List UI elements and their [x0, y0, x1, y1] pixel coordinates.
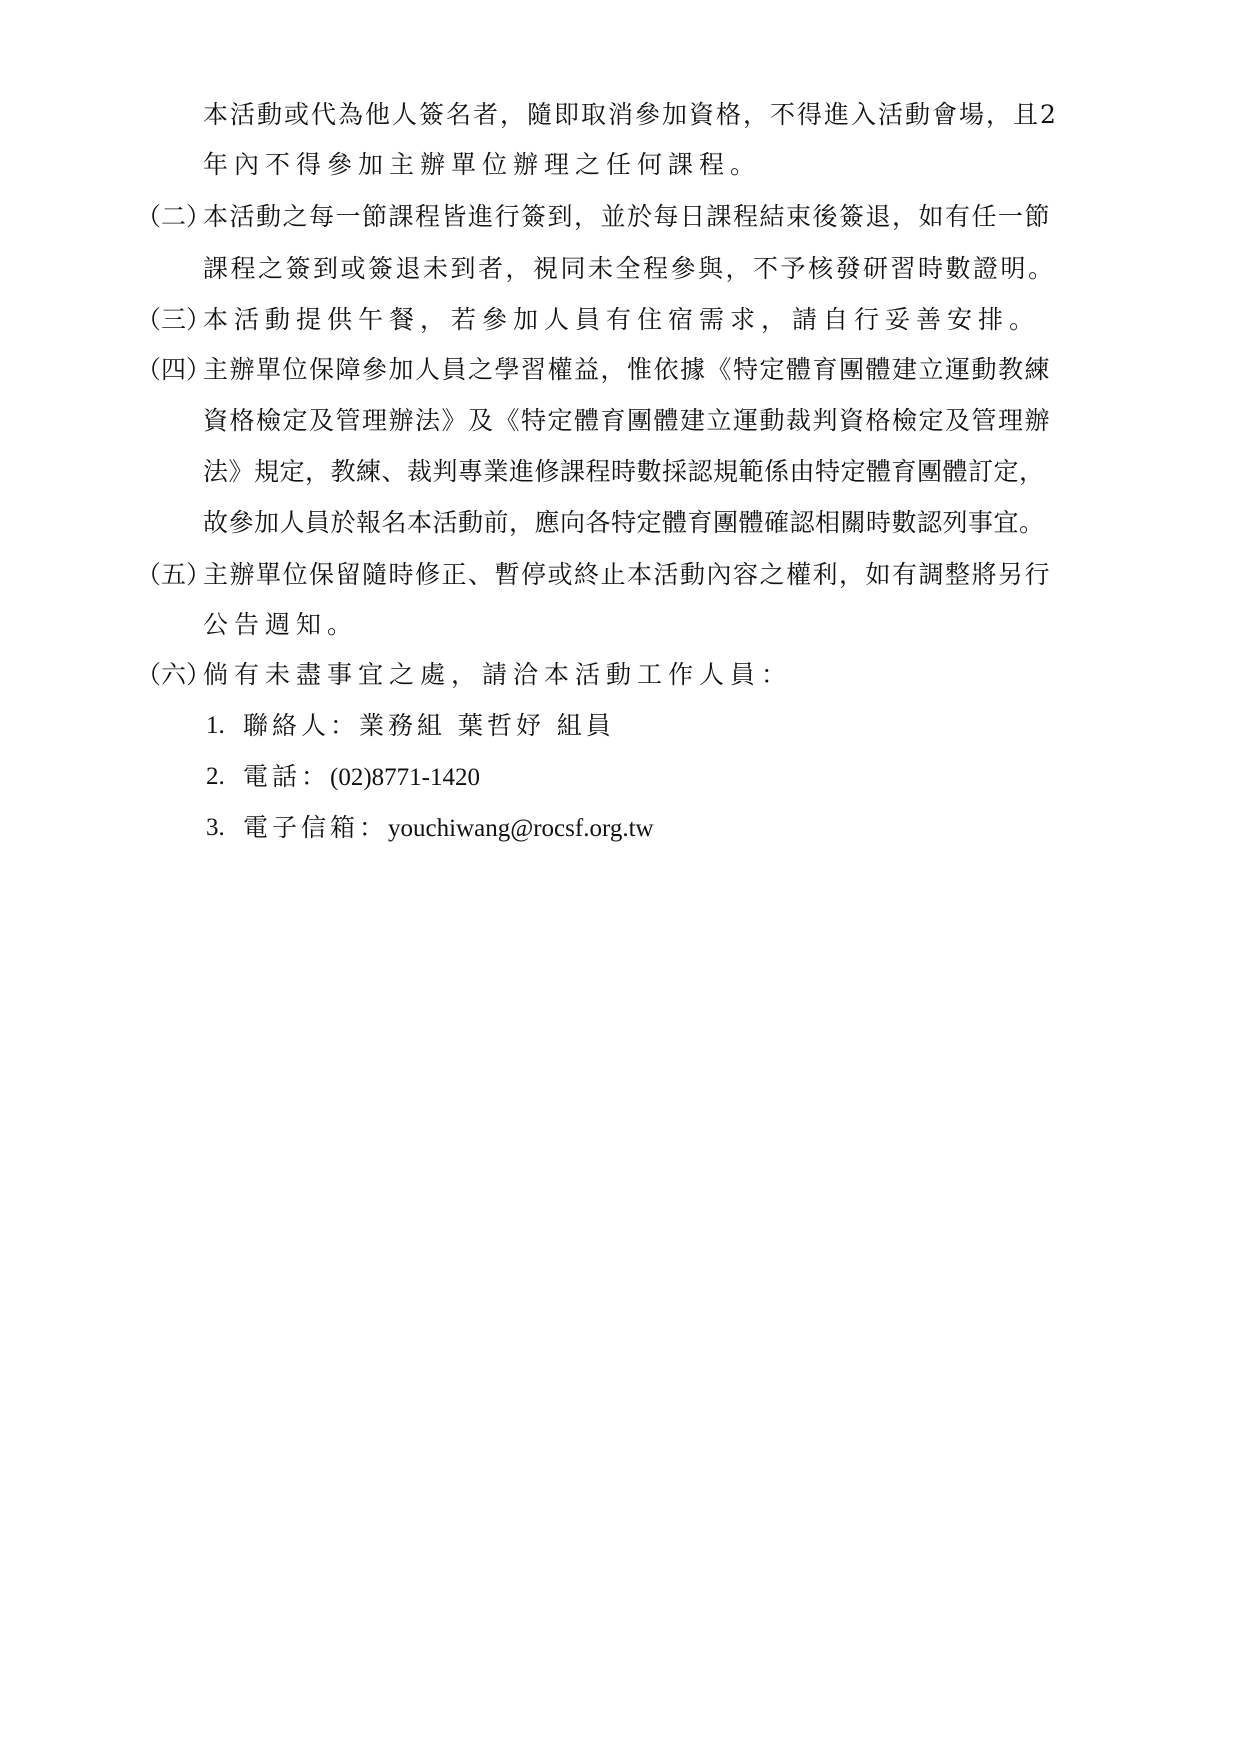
contact-item-number: 1.	[206, 712, 225, 739]
section-4-line-1: 主辦單位保障參加人員之學習權益，惟依據《特定體育團體建立運動教練	[203, 355, 1052, 384]
phone-item-number: 2.	[206, 763, 225, 790]
intro-line-1: 本活動或代為他人簽名者，隨即取消參加資格，不得進入活動會場，且2	[203, 100, 1058, 129]
section-4-line-2: 資格檢定及管理辦法》及《特定體育團體建立運動裁判資格檢定及管理辦	[203, 406, 1052, 435]
section-6-line-1: 倘有未盡事宜之處，請洽本活動工作人員：	[203, 660, 793, 689]
contact-person-label: 聯絡人：	[243, 711, 360, 740]
section-6-marker: （六）	[136, 660, 212, 689]
email-row	[243, 813, 654, 844]
section-5-line-2: 公告週知。	[203, 610, 359, 639]
section-3-marker: （三）	[136, 305, 212, 334]
section-4-line-4: 故參加人員於報名本活動前，應向各特定體育團體確認相關時數認列事宜。	[203, 508, 1045, 537]
section-4-line-3: 法》規定，教練、裁判專業進修課程時數採認規範係由特定體育團體訂定，	[203, 457, 1045, 486]
contact-person-value: 業務組 葉哲妤 組員	[359, 711, 615, 740]
section-3-line-1: 本活動提供午餐，若參加人員有住宿需求，請自行妥善安排。	[203, 305, 1041, 334]
phone-label: 電話：	[243, 762, 331, 791]
email-item-number: 3.	[206, 814, 225, 841]
section-4-marker: （四）	[136, 355, 212, 384]
email-value: youchiwang@rocsf.org.tw	[388, 815, 654, 842]
section-2-marker: （二）	[136, 202, 212, 231]
section-2-line-1: 本活動之每一節課程皆進行簽到，並於每日課程結束後簽退，如有任一節	[203, 202, 1052, 231]
phone-row	[243, 762, 480, 793]
section-5-marker: （五）	[136, 560, 212, 589]
phone-value: (02)8771-1420	[330, 764, 480, 791]
email-label: 電子信箱：	[243, 813, 389, 842]
section-2-line-2: 課程之簽到或簽退未到者，視同未全程參與，不予核發研習時數證明。	[203, 254, 1056, 283]
intro-line-2: 年內不得參加主辦單位辦理之任何課程。	[203, 150, 762, 179]
section-5-line-1: 主辦單位保留隨時修正、暫停或終止本活動內容之權利，如有調整將另行	[203, 560, 1052, 589]
contact-person-row	[243, 711, 615, 741]
